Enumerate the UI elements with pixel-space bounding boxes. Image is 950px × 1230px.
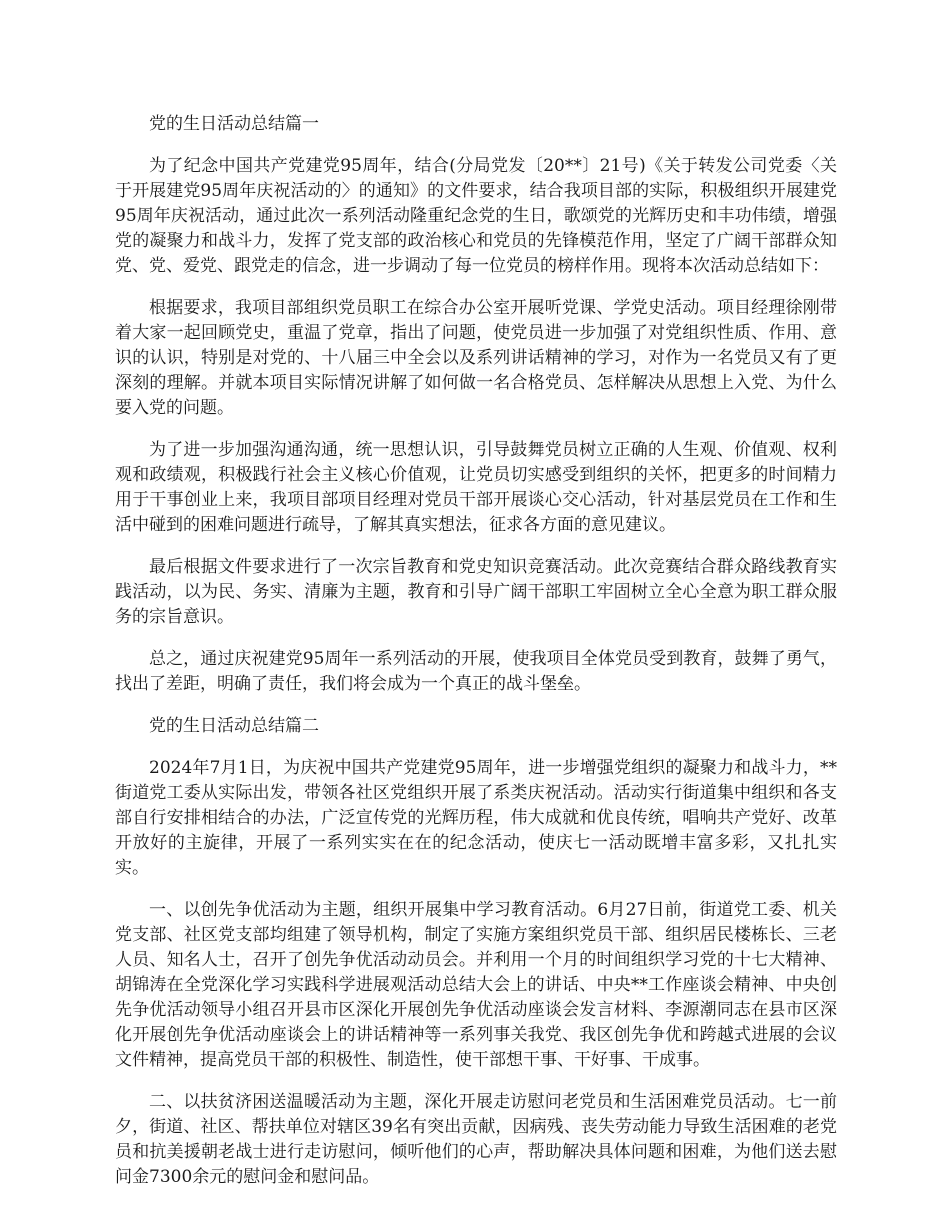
paragraph: 二、以扶贫济困送温暖活动为主题，深化开展走访慰问老党员和生活困难党员活动。七一前夕，街道、社区、帮扶单位对辖区39名有突出贡献，因病残、丧失劳动能力导致生活困难的老党员和抗美援朝老战士进行走访慰问，倾听他们的心声，帮助解决具体问题和困难，为他们送去慰问金7300余元的慰问金和慰问品。	[115, 1092, 837, 1187]
paragraph: 根据要求，我项目部组织党员职工在综合办公室开展听党课、学党史活动。项目经理徐刚带着大家一起回顾党史，重温了党章，指出了问题，使党员进一步加强了对党组织性质、作用、意识的认识，特别是对党的、十八届三中全会以及系列讲话精神的学习，对作为一名党员又有了更深刻的理解。并就本项目实际情况讲解了如何做一名合格党员、怎样解决从思想上入党、为什么要入党的问题。	[115, 298, 837, 418]
paragraph: 一、以创先争优活动为主题，组织开展集中学习教育活动。6月27日前，街道党工委、机关党支部、社区党支部均组建了领导机构，制定了实施方案组织党员干部、组织居民楼栋长、三老人员、知名人士，召开了创先争优活动动员会。并利用一个月的时间组织学习党的十七大精神、胡锦涛在全党深化学习实践科学进展观活动总结大会上的讲话、中央**工作座谈会精神、中央创先争优活动领导小组召开县市区深化开展创先争优活动座谈会发言材料、李源潮同志在县市区深化开展创先争优活动座谈会上的讲话精神等一系列事关我党、我区创先争优和跨越式进展的会议文件精神，提高党员干部的积极性、制造性，使干部想干事、干好事、干成事。	[115, 900, 837, 1070]
document-page	[115, 112, 837, 1207]
section-title: 党的生日活动总结篇二	[149, 716, 319, 736]
paragraph: 为了纪念中国共产党建党95周年，结合(分局党发〔20**〕21号)《关于转发公司党委〈关于开展建党95周年庆祝活动的〉的通知》的文件要求，结合我项目部的实际，积极组织开展建党95周年庆祝活动，通过此次一系列活动隆重纪念党的生日，歌颂党的光辉历史和丰功伟绩，增强党的凝聚力和战斗力，发挥了党支部的政治核心和党员的先锋模范作用，坚定了广阔干部群众知党、党、爱党、跟党走的信念，进一步调动了每一位党员的榜样作用。现将本次活动总结如下：	[115, 156, 837, 276]
section-2	[115, 714, 837, 1190]
paragraph: 2024年7月1日，为庆祝中国共产党建党95周年，进一步增强党组织的凝聚力和战斗力，**街道党工委从实际出发，带领各社区党组织开展了系类庆祝活动。活动实行街道集中组织和各支部自行安排相结合的办法，广泛宣传党的光辉历程，伟大成就和优良传统，唱响共产党好、改革开放好的主旋律，开展了一系列实实在在的纪念活动，使庆七一活动既增丰富多彩，又扎扎实实。	[115, 758, 837, 878]
paragraph: 为了进一步加强沟通沟通，统一思想认识，引导鼓舞党员树立正确的人生观、价值观、权利观和政绩观，积极践行社会主义核心价值观，让党员切实感受到组织的关怀，把更多的时间精力用于干事创业上来，我项目部项目经理对党员干部开展谈心交心活动，针对基层党员在工作和生活中碰到的困难问题进行疏导，了解其真实想法，征求各方面的意见建议。	[115, 440, 837, 535]
section-title: 党的生日活动总结篇一	[149, 114, 319, 134]
paragraph: 总之，通过庆祝建党95周年一系列活动的开展，使我项目全体党员受到教育，鼓舞了勇气，找出了差距，明确了责任，我们将会成为一个真正的战斗堡垒。	[115, 649, 837, 694]
paragraph: 最后根据文件要求进行了一次宗旨教育和党史知识竞赛活动。此次竞赛结合群众路线教育实践活动，以为民、务实、清廉为主题，教育和引导广阔干部职工牢固树立全心全意为职工群众服务的宗旨意识。	[115, 557, 837, 627]
section-1	[115, 112, 837, 697]
